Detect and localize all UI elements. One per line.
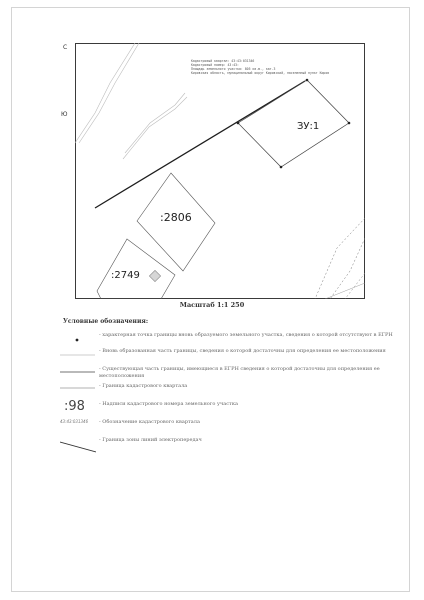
parcel-point-icon [348, 122, 351, 125]
parcel-point-icon [237, 122, 240, 125]
legend-item-point: - характерная точка границы вновь образуемого земельного участка, сведения о которой отсутствуют в ЕГРН [60, 332, 405, 346]
parcel-2749-building [149, 270, 160, 281]
quarter-boundary-line-icon [60, 383, 96, 393]
legend-item-cadastral-number: :98 - Надписи кадастрового номера земельного участка [64, 399, 238, 414]
parcel-zu1-boundary [238, 80, 349, 167]
road-lines [75, 43, 187, 159]
quarter-number-sample: 43:43:031346 [60, 419, 89, 424]
legend-item-power-line-zone: - Граница зоны линий электропередач [60, 434, 405, 454]
parcel-2806-label: :2806 [160, 211, 192, 224]
new-boundary-line-icon [60, 348, 96, 362]
quarter-boundary [315, 218, 365, 299]
info-line-4: Кировская область, муниципальный округ Кировский, населенный пункт Киров [191, 71, 330, 75]
existing-boundary-line-icon [60, 366, 96, 380]
quarter-boundary [345, 273, 365, 299]
legend-item-new-boundary: - Вновь образованная часть границы, сведения о которой достаточны для определения ее местоположения [60, 348, 405, 362]
parcel-point-icon [306, 79, 309, 82]
legend-item-quarter-boundary: - Граница кадастрового квартала [60, 383, 405, 393]
power-line-zone-icon [60, 434, 96, 454]
parcel-point-icon [280, 166, 283, 169]
south-label: Ю [61, 111, 68, 118]
power-line-zone-boundary [95, 81, 305, 208]
boundary-point-icon [60, 332, 96, 346]
parcel-zu1-label: ЗУ:1 [297, 121, 320, 132]
parcel-2749-boundary [97, 239, 175, 299]
north-label: С [63, 44, 68, 51]
info-line-1: Кадастровый квартал: 43:43:031346 [191, 59, 255, 63]
legend-item-quarter-designation: 43:43:031346 - Обозначение кадастрового квартала [60, 419, 200, 425]
parcel-2749-label: :2749 [111, 270, 140, 281]
cadastral-number-sample: :98 [64, 399, 85, 414]
info-line-3: Площадь земельного участка: 805 кв.м., кат.3 [191, 67, 276, 71]
cadastral-map [75, 43, 365, 299]
legend-title: Условные обозначения: [63, 318, 149, 325]
scale-title: Масштаб 1:1 250 [179, 301, 245, 309]
info-line-2: Кадастровый номер: 43:43: [191, 63, 239, 67]
quarter-boundary [325, 283, 365, 299]
legend-item-existing-boundary: - Существующая часть границы, имеющиеся в ЕГРН сведения о которой достаточны для определения ее местоположения [60, 366, 405, 380]
